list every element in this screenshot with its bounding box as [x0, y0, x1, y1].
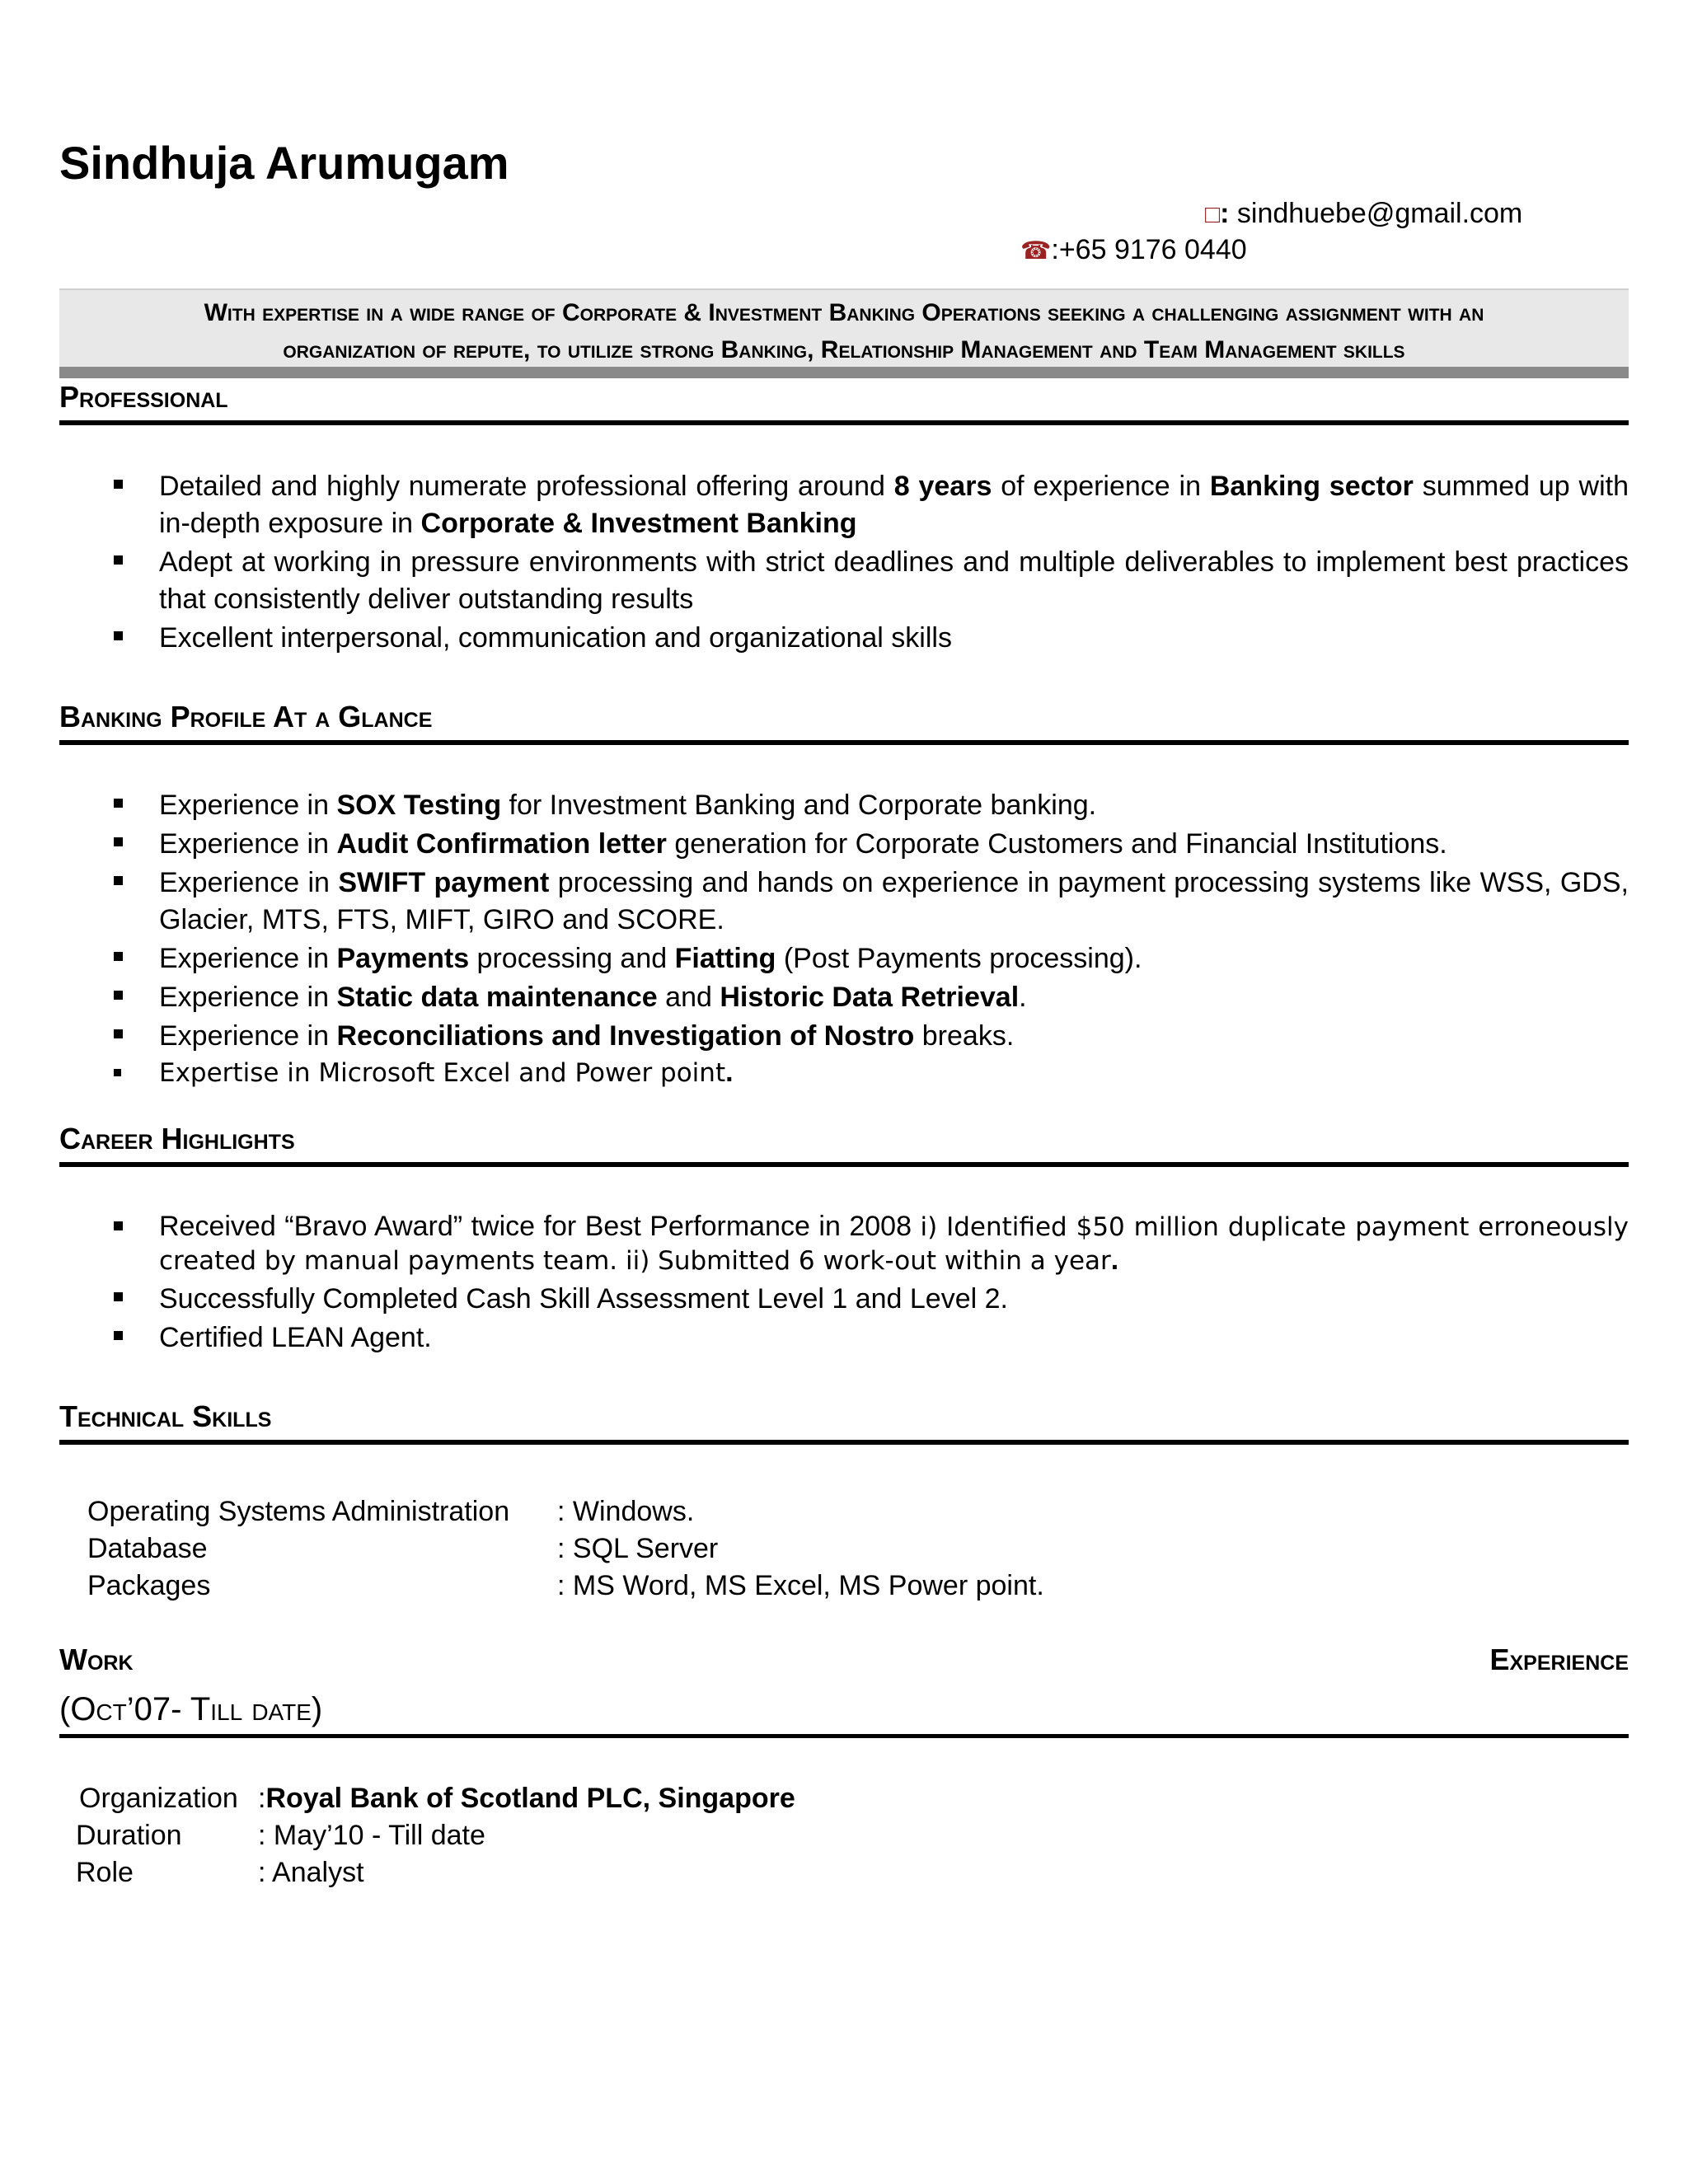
phone-icon: ☎: [1020, 237, 1052, 265]
list-item: Experience in SWIFT payment processing and hands on experience in payment processing systems like WSS, GDS, Glacier, MTS, FTS, MIFT, GIRO and SCORE.: [59, 865, 1629, 939]
work-heading-left: Work: [59, 1643, 134, 1676]
list-item: Excellent interpersonal, communication and organizational skills: [59, 620, 1629, 657]
section-heading-career-highlights: Career Highlights: [59, 1121, 1629, 1167]
list-item: Experience in Static data maintenance and Historic Data Retrieval.: [59, 979, 1629, 1016]
bullet-icon: [114, 799, 123, 808]
bullet-icon: [114, 1069, 121, 1076]
list-item: Certified LEAN Agent.: [59, 1319, 1629, 1357]
contact-email: [1205, 198, 1522, 230]
skill-row: Operating Systems Administration : Windows.: [87, 1496, 695, 1527]
objective-line-2: organization of repute, to utilize strong Banking, Relationship Management and Team Management skills: [283, 336, 1405, 363]
bullet-icon: [114, 952, 123, 961]
work-row: Role : Analyst: [76, 1857, 364, 1888]
section-heading-banking-profile: Banking Profile At a Glance: [59, 699, 1629, 745]
career-list: [59, 1210, 1629, 1358]
professional-list: [59, 468, 1629, 658]
section-heading-professional: Professional: [59, 379, 1629, 425]
list-item: Successfully Completed Cash Skill Assessment Level 1 and Level 2.: [59, 1281, 1629, 1318]
candidate-name: Sindhuja Arumugam: [59, 137, 509, 189]
bullet-icon: [114, 1292, 123, 1301]
skill-row: Packages : MS Word, MS Excel, MS Power point.: [87, 1570, 1044, 1601]
list-item: Experience in SOX Testing for Investment Banking and Corporate banking.: [59, 787, 1629, 824]
list-item: Experience in Audit Confirmation letter generation for Corporate Customers and Financial Institutions.: [59, 826, 1629, 863]
section-heading-technical-skills: Technical Skills: [59, 1399, 1629, 1445]
technical-skills-table: [87, 1493, 1044, 1605]
section-heading-work-experience: [59, 1643, 1629, 1677]
list-item: Received “Bravo Award” twice for Best Performance in 2008 i) Identified $50 million duplicate payment erroneously created by manual payments team. ii) Submitted 6 work-out within a year.: [59, 1210, 1629, 1277]
objective-banner: [59, 288, 1629, 367]
bullet-icon: [114, 1331, 123, 1340]
work-row: Organization : Royal Bank of Scotland PLC, Singapore: [79, 1783, 795, 1814]
work-details-table: [76, 1780, 795, 1891]
bullet-icon: [114, 991, 123, 1000]
list-item: Expertise in Microsoft Excel and Power point.: [59, 1057, 1629, 1089]
bullet-icon: [114, 876, 123, 885]
list-item: Detailed and highly numerate professional offering around 8 years of experience in Banking sector summed up with in-depth exposure in Corporate & Investment Banking: [59, 468, 1629, 542]
list-item: Experience in Payments processing and Fiatting (Post Payments processing).: [59, 940, 1629, 977]
email-text[interactable]: sindhuebe@gmail.com: [1229, 198, 1523, 229]
bullet-icon: [114, 555, 123, 565]
bullet-icon: [114, 480, 123, 489]
envelope-icon: □: [1205, 201, 1221, 228]
list-item: Adept at working in pressure environments with strict deadlines and multiple deliverables to implement best practices that consistently deliver outstanding results: [59, 544, 1629, 618]
work-row: Duration : May’10 - Till date: [76, 1820, 485, 1851]
banking-list: [59, 787, 1629, 1090]
bullet-icon: [114, 837, 123, 846]
objective-divider: [59, 367, 1629, 378]
bullet-icon: [114, 1029, 123, 1038]
work-heading-right: Experience: [1489, 1643, 1629, 1676]
objective-line-1: With expertise in a wide range of Corporate & Investment Banking Operations seeking a challenging assignment with an: [204, 299, 1484, 326]
contact-phone: [1020, 234, 1247, 266]
phone-text: :+65 9176 0440: [1051, 234, 1247, 265]
bullet-icon: [114, 1221, 123, 1230]
bullet-icon: [114, 631, 123, 640]
email-colon: :: [1220, 198, 1230, 229]
list-item: Experience in Reconciliations and Investigation of Nostro breaks.: [59, 1018, 1629, 1055]
skill-row: Database : SQL Server: [87, 1533, 719, 1564]
work-date-range: (Oct’07- Till date): [59, 1688, 1629, 1738]
